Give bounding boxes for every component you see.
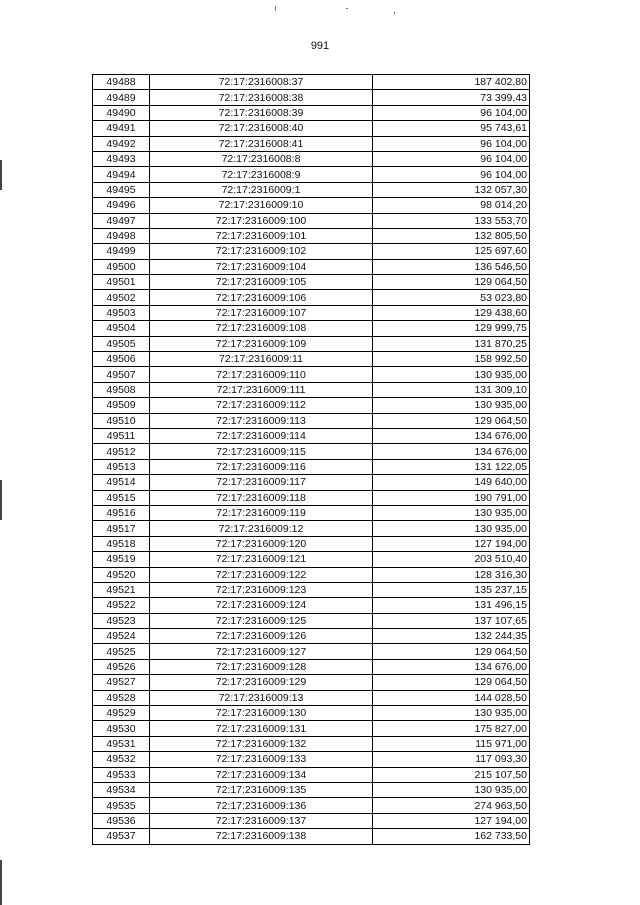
value-cell: 136 546,50 xyxy=(373,259,530,274)
cadastral-number-cell: 72:17:2316009:131 xyxy=(150,721,373,736)
cadastral-number-cell: 72:17:2316009:128 xyxy=(150,659,373,674)
value-cell: 96 104,00 xyxy=(373,136,530,151)
table-row xyxy=(93,105,530,120)
row-number-cell: 49520 xyxy=(93,567,150,582)
table-row xyxy=(93,736,530,751)
value-cell: 158 992,50 xyxy=(373,352,530,367)
row-number-cell: 49514 xyxy=(93,475,150,490)
table-row xyxy=(93,782,530,797)
table-row xyxy=(93,398,530,413)
cadastral-number-cell: 72:17:2316009:111 xyxy=(150,382,373,397)
cadastral-number-cell: 72:17:2316009:108 xyxy=(150,321,373,336)
table-row xyxy=(93,706,530,721)
value-cell: 131 496,15 xyxy=(373,598,530,613)
cadastral-number-cell: 72:17:2316008:9 xyxy=(150,167,373,182)
cadastral-number-cell: 72:17:2316009:137 xyxy=(150,813,373,828)
value-cell: 135 237,15 xyxy=(373,582,530,597)
row-number-cell: 49508 xyxy=(93,382,150,397)
table-row xyxy=(93,198,530,213)
value-cell: 98 014,20 xyxy=(373,198,530,213)
cadastral-number-cell: 72:17:2316009:135 xyxy=(150,782,373,797)
value-cell: 131 309,10 xyxy=(373,382,530,397)
table-row xyxy=(93,444,530,459)
value-cell: 129 064,50 xyxy=(373,675,530,690)
table-row xyxy=(93,382,530,397)
row-number-cell: 49501 xyxy=(93,275,150,290)
row-number-cell: 49504 xyxy=(93,321,150,336)
row-number-cell: 49531 xyxy=(93,736,150,751)
value-cell: 203 510,40 xyxy=(373,552,530,567)
value-cell: 134 676,00 xyxy=(373,428,530,443)
row-number-cell: 49521 xyxy=(93,582,150,597)
cadastral-number-cell: 72:17:2316009:129 xyxy=(150,675,373,690)
cadastral-number-cell: 72:17:2316009:134 xyxy=(150,767,373,782)
row-number-cell: 49489 xyxy=(93,90,150,105)
value-cell: 130 935,00 xyxy=(373,367,530,382)
row-number-cell: 49490 xyxy=(93,105,150,120)
value-cell: 132 805,50 xyxy=(373,228,530,243)
row-number-cell: 49533 xyxy=(93,767,150,782)
row-number-cell: 49512 xyxy=(93,444,150,459)
row-number-cell: 49529 xyxy=(93,706,150,721)
table-row xyxy=(93,659,530,674)
value-cell: 134 676,00 xyxy=(373,444,530,459)
cadastral-number-cell: 72:17:2316009:112 xyxy=(150,398,373,413)
cadastral-number-cell: 72:17:2316009:130 xyxy=(150,706,373,721)
cadastral-number-cell: 72:17:2316009:10 xyxy=(150,198,373,213)
value-cell: 274 963,50 xyxy=(373,798,530,813)
cadastral-number-cell: 72:17:2316009:133 xyxy=(150,752,373,767)
value-cell: 130 935,00 xyxy=(373,521,530,536)
table-row xyxy=(93,151,530,166)
scan-edge-line xyxy=(0,160,2,190)
cadastral-number-cell: 72:17:2316009:11 xyxy=(150,352,373,367)
scan-speck xyxy=(346,8,348,9)
scan-edge-line xyxy=(0,480,2,520)
row-number-cell: 49500 xyxy=(93,259,150,274)
row-number-cell: 49536 xyxy=(93,813,150,828)
scan-speck xyxy=(394,12,395,14)
value-cell: 53 023,80 xyxy=(373,290,530,305)
value-cell: 130 935,00 xyxy=(373,398,530,413)
row-number-cell: 49525 xyxy=(93,644,150,659)
value-cell: 96 104,00 xyxy=(373,151,530,166)
value-cell: 73 399,43 xyxy=(373,90,530,105)
table-row xyxy=(93,582,530,597)
table-row xyxy=(93,136,530,151)
value-cell: 131 870,25 xyxy=(373,336,530,351)
value-cell: 129 438,60 xyxy=(373,305,530,320)
table-row xyxy=(93,598,530,613)
row-number-cell: 49522 xyxy=(93,598,150,613)
value-cell: 128 316,30 xyxy=(373,567,530,582)
cadastral-number-cell: 72:17:2316009:125 xyxy=(150,613,373,628)
table-row xyxy=(93,167,530,182)
row-number-cell: 49523 xyxy=(93,613,150,628)
scan-edge-line xyxy=(0,860,2,905)
row-number-cell: 49510 xyxy=(93,413,150,428)
table-row xyxy=(93,567,530,582)
cadastral-number-cell: 72:17:2316009:127 xyxy=(150,644,373,659)
value-cell: 137 107,65 xyxy=(373,613,530,628)
table-row xyxy=(93,752,530,767)
table-row xyxy=(93,213,530,228)
row-number-cell: 49496 xyxy=(93,198,150,213)
value-cell: 125 697,60 xyxy=(373,244,530,259)
cadastral-number-cell: 72:17:2316009:120 xyxy=(150,536,373,551)
row-number-cell: 49491 xyxy=(93,121,150,136)
value-cell: 115 971,00 xyxy=(373,736,530,751)
row-number-cell: 49505 xyxy=(93,336,150,351)
cadastral-number-cell: 72:17:2316009:115 xyxy=(150,444,373,459)
table-row xyxy=(93,459,530,474)
cadastral-number-cell: 72:17:2316009:138 xyxy=(150,829,373,844)
cadastral-number-cell: 72:17:2316009:13 xyxy=(150,690,373,705)
row-number-cell: 49535 xyxy=(93,798,150,813)
value-cell: 130 935,00 xyxy=(373,782,530,797)
value-cell: 96 104,00 xyxy=(373,105,530,120)
cadastral-number-cell: 72:17:2316009:126 xyxy=(150,629,373,644)
table-row xyxy=(93,505,530,520)
row-number-cell: 49488 xyxy=(93,75,150,90)
row-number-cell: 49530 xyxy=(93,721,150,736)
value-cell: 132 057,30 xyxy=(373,182,530,197)
cadastral-number-cell: 72:17:2316009:121 xyxy=(150,552,373,567)
cadastral-number-cell: 72:17:2316009:118 xyxy=(150,490,373,505)
table-row xyxy=(93,521,530,536)
table-row xyxy=(93,367,530,382)
cadastral-number-cell: 72:17:2316009:124 xyxy=(150,598,373,613)
table-row xyxy=(93,613,530,628)
value-cell: 129 999,75 xyxy=(373,321,530,336)
cadastral-number-cell: 72:17:2316008:39 xyxy=(150,105,373,120)
table-row xyxy=(93,813,530,828)
row-number-cell: 49532 xyxy=(93,752,150,767)
value-cell: 117 093,30 xyxy=(373,752,530,767)
cadastral-number-cell: 72:17:2316009:106 xyxy=(150,290,373,305)
row-number-cell: 49518 xyxy=(93,536,150,551)
row-number-cell: 49509 xyxy=(93,398,150,413)
cadastral-number-cell: 72:17:2316009:114 xyxy=(150,428,373,443)
table-row xyxy=(93,90,530,105)
table-row xyxy=(93,259,530,274)
table-row xyxy=(93,182,530,197)
cadastral-number-cell: 72:17:2316009:132 xyxy=(150,736,373,751)
cadastral-number-cell: 72:17:2316008:41 xyxy=(150,136,373,151)
cadastral-number-cell: 72:17:2316008:38 xyxy=(150,90,373,105)
table-row xyxy=(93,675,530,690)
row-number-cell: 49494 xyxy=(93,167,150,182)
row-number-cell: 49519 xyxy=(93,552,150,567)
value-cell: 162 733,50 xyxy=(373,829,530,844)
row-number-cell: 49498 xyxy=(93,228,150,243)
row-number-cell: 49513 xyxy=(93,459,150,474)
row-number-cell: 49506 xyxy=(93,352,150,367)
value-cell: 129 064,50 xyxy=(373,413,530,428)
table-row xyxy=(93,721,530,736)
cadastral-number-cell: 72:17:2316009:110 xyxy=(150,367,373,382)
cadastral-number-cell: 72:17:2316009:113 xyxy=(150,413,373,428)
table-row xyxy=(93,767,530,782)
value-cell: 149 640,00 xyxy=(373,475,530,490)
cadastral-number-cell: 72:17:2316009:1 xyxy=(150,182,373,197)
row-number-cell: 49527 xyxy=(93,675,150,690)
table-row xyxy=(93,305,530,320)
row-number-cell: 49526 xyxy=(93,659,150,674)
table-row xyxy=(93,290,530,305)
row-number-cell: 49515 xyxy=(93,490,150,505)
cadastral-number-cell: 72:17:2316009:119 xyxy=(150,505,373,520)
cadastral-number-cell: 72:17:2316008:40 xyxy=(150,121,373,136)
row-number-cell: 49516 xyxy=(93,505,150,520)
value-cell: 175 827,00 xyxy=(373,721,530,736)
table-row xyxy=(93,413,530,428)
cadastral-number-cell: 72:17:2316008:37 xyxy=(150,75,373,90)
table-row xyxy=(93,690,530,705)
value-cell: 96 104,00 xyxy=(373,167,530,182)
cadastral-number-cell: 72:17:2316009:123 xyxy=(150,582,373,597)
table-row xyxy=(93,121,530,136)
row-number-cell: 49528 xyxy=(93,690,150,705)
table-row xyxy=(93,829,530,844)
cadastral-number-cell: 72:17:2316009:12 xyxy=(150,521,373,536)
cadastral-number-cell: 72:17:2316009:109 xyxy=(150,336,373,351)
table-row xyxy=(93,244,530,259)
cadastral-number-cell: 72:17:2316009:105 xyxy=(150,275,373,290)
row-number-cell: 49495 xyxy=(93,182,150,197)
row-number-cell: 49507 xyxy=(93,367,150,382)
row-number-cell: 49502 xyxy=(93,290,150,305)
table-row xyxy=(93,552,530,567)
value-cell: 187 402,80 xyxy=(373,75,530,90)
cadastral-number-cell: 72:17:2316009:136 xyxy=(150,798,373,813)
registry-table-body xyxy=(93,75,530,845)
value-cell: 129 064,50 xyxy=(373,275,530,290)
row-number-cell: 49517 xyxy=(93,521,150,536)
value-cell: 190 791,00 xyxy=(373,490,530,505)
value-cell: 134 676,00 xyxy=(373,659,530,674)
value-cell: 215 107,50 xyxy=(373,767,530,782)
value-cell: 144 028,50 xyxy=(373,690,530,705)
page-number: 991 xyxy=(310,40,330,52)
table-row xyxy=(93,321,530,336)
scan-speck xyxy=(275,6,276,11)
table-row xyxy=(93,798,530,813)
row-number-cell: 49499 xyxy=(93,244,150,259)
cadastral-number-cell: 72:17:2316009:101 xyxy=(150,228,373,243)
value-cell: 127 194,00 xyxy=(373,536,530,551)
table-row xyxy=(93,352,530,367)
row-number-cell: 49503 xyxy=(93,305,150,320)
row-number-cell: 49492 xyxy=(93,136,150,151)
value-cell: 130 935,00 xyxy=(373,706,530,721)
value-cell: 127 194,00 xyxy=(373,813,530,828)
table-row xyxy=(93,629,530,644)
table-row xyxy=(93,336,530,351)
table-row xyxy=(93,644,530,659)
value-cell: 131 122,05 xyxy=(373,459,530,474)
table-row xyxy=(93,75,530,90)
table-row xyxy=(93,228,530,243)
cadastral-number-cell: 72:17:2316009:104 xyxy=(150,259,373,274)
table-row xyxy=(93,275,530,290)
value-cell: 95 743,61 xyxy=(373,121,530,136)
cadastral-number-cell: 72:17:2316009:116 xyxy=(150,459,373,474)
row-number-cell: 49534 xyxy=(93,782,150,797)
value-cell: 129 064,50 xyxy=(373,644,530,659)
cadastral-number-cell: 72:17:2316009:117 xyxy=(150,475,373,490)
row-number-cell: 49537 xyxy=(93,829,150,844)
cadastral-number-cell: 72:17:2316009:122 xyxy=(150,567,373,582)
registry-table xyxy=(92,74,530,845)
row-number-cell: 49497 xyxy=(93,213,150,228)
cadastral-number-cell: 72:17:2316009:107 xyxy=(150,305,373,320)
table-row xyxy=(93,475,530,490)
value-cell: 130 935,00 xyxy=(373,505,530,520)
table-row xyxy=(93,490,530,505)
table-row xyxy=(93,536,530,551)
cadastral-number-cell: 72:17:2316009:100 xyxy=(150,213,373,228)
row-number-cell: 49524 xyxy=(93,629,150,644)
cadastral-number-cell: 72:17:2316009:102 xyxy=(150,244,373,259)
value-cell: 133 553,70 xyxy=(373,213,530,228)
cadastral-number-cell: 72:17:2316008:8 xyxy=(150,151,373,166)
row-number-cell: 49511 xyxy=(93,428,150,443)
row-number-cell: 49493 xyxy=(93,151,150,166)
value-cell: 132 244,35 xyxy=(373,629,530,644)
table-row xyxy=(93,428,530,443)
